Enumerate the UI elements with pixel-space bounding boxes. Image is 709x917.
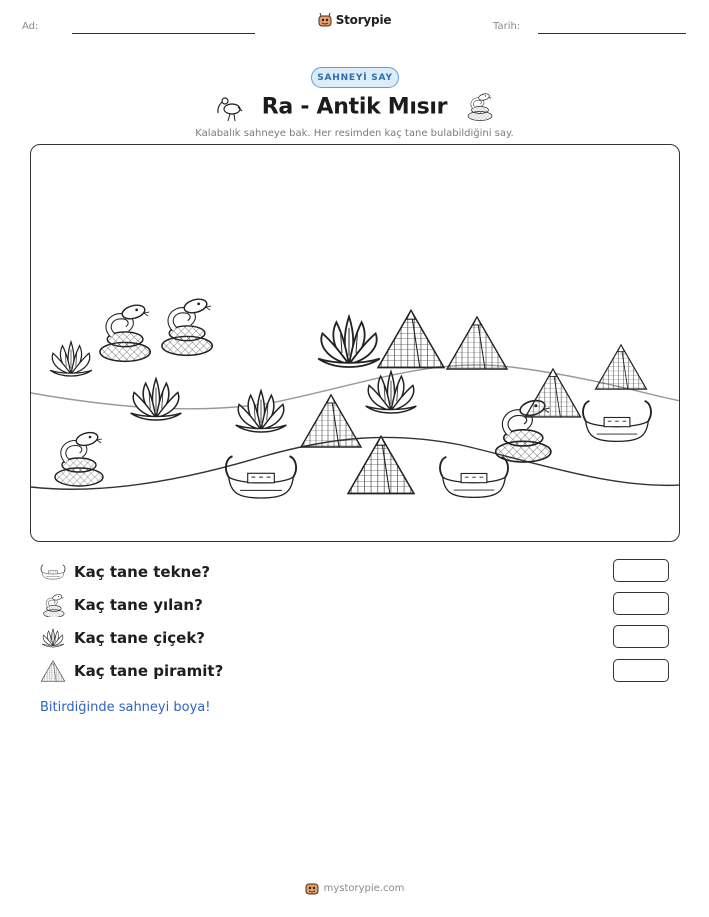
pyramid-6: [596, 345, 647, 389]
finish-instruction: Bitirdiğinde sahneyi boya!: [40, 700, 211, 715]
ibis-icon: [215, 92, 245, 122]
question-text: Kaç tane yılan?: [74, 596, 203, 614]
activity-badge: SAHNEYİ SAY: [311, 67, 399, 88]
footer: [0, 880, 709, 899]
boat-3: [583, 401, 651, 441]
answer-box-pyramids[interactable]: [613, 659, 669, 682]
boat-1: [226, 456, 296, 498]
footer-url[interactable]: mystorypie.com: [323, 882, 405, 894]
boat-2: [440, 457, 508, 497]
lotus-5: [366, 372, 417, 413]
brand: [0, 12, 709, 31]
scene-illustration: [31, 145, 680, 542]
lotus-1: [50, 342, 92, 376]
answer-box-boats[interactable]: [613, 559, 669, 582]
answer-box-snakes[interactable]: [613, 592, 669, 615]
lotus-icon: [40, 627, 66, 649]
counting-scene: [30, 144, 680, 542]
lotus-3: [236, 391, 287, 432]
date-label: Tarih:: [493, 21, 521, 32]
pyramid-icon: [40, 660, 66, 682]
date-line[interactable]: [538, 33, 686, 34]
pyramid-2: [447, 317, 507, 369]
lotus-2: [131, 379, 182, 420]
question-text: Kaç tane çiçek?: [74, 629, 206, 647]
question-snakes: [40, 592, 203, 618]
boat-icon: [40, 562, 66, 582]
snake-icon: [464, 92, 494, 122]
lotus-4: [318, 317, 380, 367]
name-label: Ad:: [22, 21, 39, 32]
question-text: Kaç tane tekne?: [74, 563, 211, 581]
snake-3: [55, 430, 103, 486]
page-title: Ra - Antik Mısır: [261, 94, 448, 120]
name-line[interactable]: [72, 33, 255, 34]
question-flowers: [40, 625, 205, 651]
storypie-logo-icon: [318, 13, 332, 27]
question-pyramids: [40, 658, 223, 684]
brand-name: Storypie: [335, 13, 392, 27]
pyramid-1: [378, 310, 444, 367]
storypie-logo-icon: [305, 881, 319, 895]
answer-box-flowers[interactable]: [613, 625, 669, 648]
snake-2: [162, 297, 212, 355]
question-text: Kaç tane piramit?: [74, 662, 224, 680]
snake-icon: [40, 593, 66, 617]
pyramid-3: [301, 395, 361, 447]
title-row: [0, 92, 709, 122]
snake-1: [100, 303, 150, 361]
question-boats: [40, 559, 210, 585]
instructions: Kalabalık sahneye bak. Her resimden kaç tane bulabildiğini say.: [195, 128, 514, 139]
